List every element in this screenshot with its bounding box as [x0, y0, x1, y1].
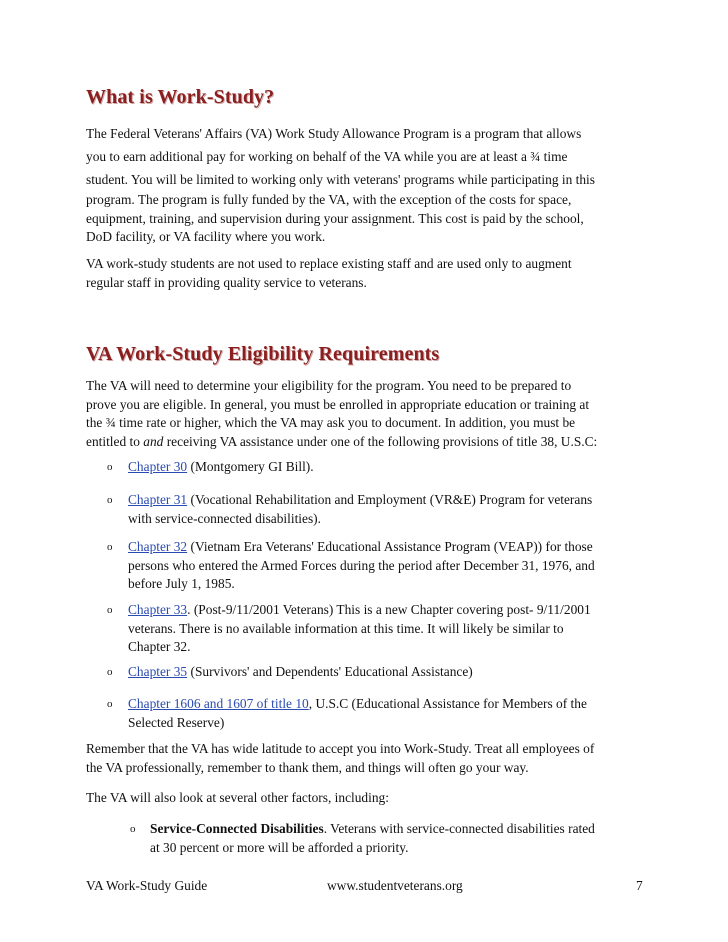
paragraph-staff [86, 255, 646, 292]
text-fragment: (Montgomery GI Bill). [187, 459, 314, 474]
text-line: The VA will need to determine your eligibility for the program. You need to be prepared to [86, 378, 572, 393]
text-line: you to earn additional pay for working on behalf of the VA while you are at least a ¾ time [86, 149, 568, 164]
text-line [86, 433, 646, 452]
text-line: the VA professionally, remember to thank them, and things will often go your way. [86, 759, 529, 775]
bullet-circle-icon: o [107, 461, 113, 473]
text-fragment: (Vietnam Era Veterans' Educational Assistance Program (VEAP)) for those [187, 539, 593, 554]
text-line: veterans. There is no available information at this time. It will likely be similar to [128, 620, 564, 636]
section-heading-what-is-work-study: What is Work-Study? [86, 86, 275, 108]
text-line: Chapter 32. [128, 639, 191, 654]
bullet-circle-icon: o [107, 604, 113, 616]
paragraph-intro [86, 122, 646, 191]
bullet-circle-icon: o [107, 666, 113, 678]
text-line: Selected Reserve) [128, 714, 225, 730]
text-fragment: . Veterans with service-connected disabilities rated [323, 821, 595, 836]
paragraph-eligibility-intro [86, 377, 646, 451]
section-heading-eligibility: VA Work-Study Eligibility Requirements [86, 343, 440, 365]
text-fragment: entitled to [86, 433, 144, 449]
text-line: prove you are eligible. In general, you must be enrolled in appropriate education or training at [86, 396, 590, 412]
chapter-31-link[interactable]: Chapter 31 [128, 492, 188, 507]
list-item-chapter-30 [128, 458, 314, 477]
text-line: DoD facility, or VA facility where you work. [86, 229, 326, 244]
text-fragment: (Vocational Rehabilitation and Employment (VR&E) Program for veterans [187, 492, 593, 507]
bullet-circle-icon: o [107, 541, 113, 553]
chapter-32-link[interactable]: Chapter 32 [128, 539, 188, 554]
list-item-chapter-33 [128, 601, 591, 657]
text-fragment: (Survivors' and Dependents' Educational Assistance) [187, 664, 473, 679]
chapter-35-link[interactable]: Chapter 35 [128, 664, 188, 679]
paragraph-intro-continued [86, 191, 646, 247]
emphasis-and: and [143, 433, 164, 449]
text-line: before July 1, 1985. [128, 576, 235, 591]
text-fragment: . (Post-9/11/2001 Veterans) This is a new Chapter covering post- 9/11/2001 [187, 602, 591, 617]
text-line: equipment, training, and supervision during your assignment. This cost is paid by the school, [86, 210, 584, 226]
text-line: persons who entered the Armed Forces during the period after December 31, 1976, and [128, 557, 595, 573]
list-item-chapter-31 [128, 491, 592, 528]
text-line: VA work-study students are not used to replace existing staff and are used only to augment [86, 256, 572, 271]
chapter-33-link[interactable]: Chapter 33 [128, 602, 188, 617]
text-line: Remember that the VA has wide latitude to accept you into Work-Study. Treat all employees of [86, 741, 595, 756]
text-line: program. The program is fully funded by the VA, with the exception of the costs for space, [86, 192, 572, 207]
list-item-chapter-35 [128, 663, 473, 682]
paragraph-remember [86, 740, 646, 777]
text-fragment: , U.S.C (Educational Assistance for Members of the [308, 696, 587, 711]
text-line: student. You will be limited to working only with veterans' programs while participating in this [86, 172, 595, 187]
bullet-circle-icon: o [107, 698, 113, 710]
text-line: the ¾ time rate or higher, which the VA may ask you to document. In addition, you must be [86, 415, 576, 430]
list-item-chapter-32 [128, 538, 595, 594]
paragraph-other-factors: The VA will also look at several other factors, including: [86, 790, 389, 805]
bullet-circle-icon: o [107, 494, 113, 506]
list-item-chapter-1606-1607 [128, 695, 587, 732]
text-line: with service-connected disabilities). [128, 510, 321, 526]
bullet-circle-icon: o [130, 823, 136, 835]
text-line: The Federal Veterans' Affairs (VA) Work Study Allowance Program is a program that allows [86, 126, 582, 141]
footer-title: VA Work-Study Guide [86, 878, 208, 893]
factor-bold-label: Service-Connected Disabilities [150, 821, 324, 836]
chapter-1606-1607-link[interactable]: Chapter 1606 and 1607 of title 10 [128, 696, 309, 711]
text-line: regular staff in providing quality service to veterans. [86, 274, 367, 290]
text-fragment: receiving VA assistance under one of the following provisions of title 38, U.S.C: [163, 433, 598, 449]
chapter-30-link[interactable]: Chapter 30 [128, 459, 188, 474]
list-item-service-connected [150, 820, 595, 857]
page-number: 7 [636, 878, 643, 893]
text-line: at 30 percent or more will be afforded a priority. [150, 839, 409, 855]
footer-url: www.studentveterans.org [327, 878, 463, 893]
